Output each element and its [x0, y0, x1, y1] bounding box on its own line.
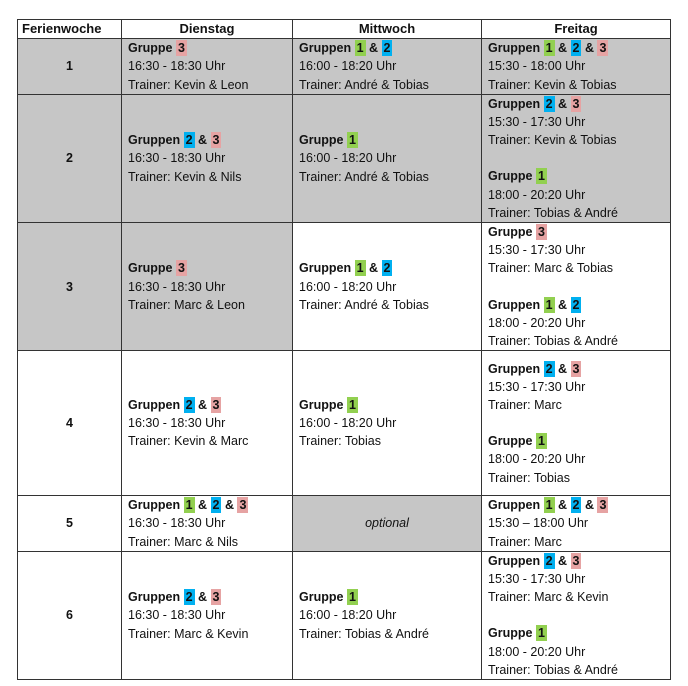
cell-tuesday — [122, 551, 293, 679]
session — [488, 223, 664, 278]
ampersand: & — [554, 297, 571, 312]
session-time: 15:30 - 18:00 Uhr — [488, 59, 586, 74]
group-line — [488, 223, 664, 241]
group-badge-2: 2 — [185, 397, 193, 412]
group-label: Gruppe — [299, 397, 344, 412]
session-trainer: Trainer: André & Tobias — [299, 297, 429, 312]
group-badge-3: 3 — [212, 590, 220, 605]
group-label: Gruppen — [128, 397, 181, 412]
session-time: 16:00 - 18:20 Uhr — [299, 59, 397, 74]
group-badge-1: 1 — [348, 590, 356, 605]
group-line — [488, 167, 664, 185]
header-wednesday: Mittwoch — [293, 20, 482, 39]
group-badge-2: 2 — [545, 553, 553, 568]
session-trainer: Trainer: Tobias & André — [488, 334, 618, 349]
session — [128, 39, 286, 94]
group-label: Gruppen — [488, 96, 541, 111]
group-line — [299, 39, 475, 57]
group-line — [128, 396, 286, 414]
session — [128, 588, 286, 643]
ampersand: & — [554, 498, 571, 513]
session-time: 16:30 - 18:30 Uhr — [128, 59, 226, 74]
session-trainer: Trainer: Tobias & André — [488, 205, 618, 220]
session — [299, 39, 475, 94]
session-time: 16:00 - 18:20 Uhr — [299, 416, 397, 431]
session — [299, 396, 475, 451]
group-badge-2: 2 — [383, 41, 391, 56]
session-trainer: Trainer: Kevin & Nils — [128, 169, 242, 184]
session-time: 16:30 - 18:30 Uhr — [128, 516, 226, 531]
session-trainer: Trainer: Tobias & André — [299, 626, 429, 641]
group-badge-3: 3 — [177, 261, 185, 276]
session — [488, 624, 664, 679]
session — [128, 131, 286, 186]
session — [299, 131, 475, 186]
cell-tuesday — [122, 223, 293, 351]
session-time: 18:00 - 20:20 Uhr — [488, 452, 586, 467]
cell-tuesday — [122, 351, 293, 496]
group-label: Gruppen — [488, 41, 541, 56]
group-label: Gruppe — [488, 225, 533, 240]
group-badge-3: 3 — [212, 397, 220, 412]
group-line — [488, 496, 664, 514]
group-label: Gruppen — [299, 261, 352, 276]
group-label: Gruppe — [488, 434, 533, 449]
group-badge-2: 2 — [572, 41, 580, 56]
session-trainer: Trainer: Marc — [488, 398, 562, 413]
session-trainer: Trainer: Marc & Tobias — [488, 261, 614, 276]
cell-friday — [482, 39, 671, 95]
group-badge-3: 3 — [177, 41, 185, 56]
cell-friday — [482, 223, 671, 351]
header-tuesday: Dienstag — [122, 20, 293, 39]
session — [488, 360, 664, 415]
session-time: 15:30 - 17:30 Uhr — [488, 572, 586, 587]
group-line — [488, 296, 664, 314]
cell-wednesday — [293, 351, 482, 496]
group-line — [128, 588, 286, 606]
group-badge-1: 1 — [356, 41, 364, 56]
group-badge-3: 3 — [572, 553, 580, 568]
cell-tuesday — [122, 94, 293, 222]
group-line — [488, 95, 664, 113]
group-badge-2: 2 — [185, 590, 193, 605]
group-badge-3: 3 — [212, 133, 220, 148]
group-badge-2: 2 — [572, 297, 580, 312]
group-badge-3: 3 — [572, 96, 580, 111]
table-row-week-3 — [18, 223, 671, 351]
session-time: 16:30 - 18:30 Uhr — [128, 416, 226, 431]
session-time: 16:00 - 18:20 Uhr — [299, 151, 397, 166]
group-badge-2: 2 — [383, 261, 391, 276]
cell-friday — [482, 351, 671, 496]
session-trainer: Trainer: Marc & Kevin — [128, 626, 249, 641]
session-trainer: Trainer: Marc & Nils — [128, 534, 238, 549]
cell-tuesday — [122, 496, 293, 552]
session — [488, 39, 664, 94]
session-time: 15:30 – 18:00 Uhr — [488, 516, 589, 531]
schedule-table — [17, 19, 671, 680]
table-row-week-2 — [18, 94, 671, 222]
ampersand: & — [554, 361, 571, 376]
group-label: Gruppen — [488, 553, 541, 568]
table-row-week-4 — [18, 351, 671, 496]
group-label: Gruppe — [299, 133, 344, 148]
ampersand: & — [194, 590, 211, 605]
session — [488, 552, 664, 607]
session — [488, 296, 664, 351]
group-badge-2: 2 — [545, 96, 553, 111]
week-number: 4 — [18, 351, 122, 496]
session-trainer: Trainer: Kevin & Leon — [128, 77, 249, 92]
ampersand: & — [194, 498, 211, 513]
group-line — [488, 624, 664, 642]
group-badge-1: 1 — [537, 434, 545, 449]
group-label: Gruppen — [128, 498, 181, 513]
session-time: 15:30 - 17:30 Uhr — [488, 115, 586, 130]
cell-wednesday — [293, 223, 482, 351]
group-label: Gruppe — [488, 169, 533, 184]
session-trainer: Trainer: Marc — [488, 534, 562, 549]
cell-tuesday — [122, 39, 293, 95]
group-label: Gruppen — [488, 498, 541, 513]
session-time: 16:00 - 18:20 Uhr — [299, 279, 397, 294]
cell-wednesday — [293, 94, 482, 222]
group-line — [299, 259, 475, 277]
session-trainer: Trainer: Kevin & Tobias — [488, 77, 617, 92]
session-time: 15:30 - 17:30 Uhr — [488, 243, 586, 258]
ampersand: & — [221, 498, 238, 513]
ampersand: & — [365, 41, 382, 56]
group-line — [488, 39, 664, 57]
group-label: Gruppen — [299, 41, 352, 56]
session-trainer: Trainer: Tobias — [299, 434, 381, 449]
group-badge-2: 2 — [572, 498, 580, 513]
group-badge-3: 3 — [239, 498, 247, 513]
cell-friday — [482, 94, 671, 222]
group-label: Gruppen — [128, 133, 181, 148]
group-line — [488, 360, 664, 378]
session — [128, 396, 286, 451]
session-trainer: Trainer: André & Tobias — [299, 169, 429, 184]
group-label: Gruppen — [488, 297, 541, 312]
cell-friday — [482, 496, 671, 552]
ampersand: & — [194, 397, 211, 412]
group-badge-2: 2 — [185, 133, 193, 148]
group-label: Gruppe — [128, 261, 173, 276]
session-time: 16:30 - 18:30 Uhr — [128, 151, 226, 166]
group-label: Gruppe — [488, 626, 533, 641]
group-badge-3: 3 — [537, 225, 545, 240]
session — [488, 432, 664, 487]
group-badge-3: 3 — [599, 41, 607, 56]
group-badge-1: 1 — [185, 498, 193, 513]
group-line — [299, 396, 475, 414]
week-number: 1 — [18, 39, 122, 95]
group-line — [299, 588, 475, 606]
group-badge-1: 1 — [545, 297, 553, 312]
week-number: 6 — [18, 551, 122, 679]
group-badge-1: 1 — [537, 626, 545, 641]
session-trainer: Trainer: Marc & Leon — [128, 297, 245, 312]
group-badge-3: 3 — [572, 361, 580, 376]
group-label: Gruppen — [488, 361, 541, 376]
session-trainer: Trainer: Marc & Kevin — [488, 590, 609, 605]
group-line — [128, 131, 286, 149]
ampersand: & — [554, 41, 571, 56]
group-line — [488, 552, 664, 570]
group-badge-1: 1 — [545, 498, 553, 513]
header-week: Ferienwoche — [18, 20, 122, 39]
session-trainer: Trainer: Tobias — [488, 470, 570, 485]
group-line — [128, 496, 286, 514]
group-badge-1: 1 — [356, 261, 364, 276]
header-friday: Freitag — [482, 20, 671, 39]
cell-wednesday-optional: optional — [293, 496, 482, 552]
group-badge-1: 1 — [348, 133, 356, 148]
cell-friday — [482, 551, 671, 679]
ampersand: & — [554, 553, 571, 568]
group-badge-1: 1 — [348, 397, 356, 412]
session — [299, 588, 475, 643]
table-row-week-5 — [18, 496, 671, 552]
cell-wednesday — [293, 39, 482, 95]
group-badge-2: 2 — [212, 498, 220, 513]
group-badge-1: 1 — [537, 169, 545, 184]
session-time: 18:00 - 20:20 Uhr — [488, 644, 586, 659]
session-trainer: Trainer: André & Tobias — [299, 77, 429, 92]
group-line — [128, 39, 286, 57]
session — [488, 496, 664, 551]
session — [128, 259, 286, 314]
group-badge-3: 3 — [599, 498, 607, 513]
session-time: 18:00 - 20:20 Uhr — [488, 187, 586, 202]
group-label: Gruppen — [128, 590, 181, 605]
group-label: Gruppe — [299, 590, 344, 605]
ampersand: & — [365, 261, 382, 276]
session-time: 16:00 - 18:20 Uhr — [299, 608, 397, 623]
ampersand: & — [581, 41, 598, 56]
session — [488, 95, 664, 150]
cell-wednesday — [293, 551, 482, 679]
session-time: 16:30 - 18:30 Uhr — [128, 279, 226, 294]
table-row-week-1 — [18, 39, 671, 95]
ampersand: & — [194, 133, 211, 148]
group-line — [299, 131, 475, 149]
ampersand: & — [581, 498, 598, 513]
session-time: 18:00 - 20:20 Uhr — [488, 315, 586, 330]
session-trainer: Trainer: Kevin & Tobias — [488, 133, 617, 148]
header-row — [18, 20, 671, 39]
group-badge-2: 2 — [545, 361, 553, 376]
group-badge-1: 1 — [545, 41, 553, 56]
group-line — [488, 432, 664, 450]
session-time: 16:30 - 18:30 Uhr — [128, 608, 226, 623]
session — [299, 259, 475, 314]
table-row-week-6 — [18, 551, 671, 679]
session-trainer: Trainer: Tobias & André — [488, 662, 618, 677]
week-number: 2 — [18, 94, 122, 222]
session-trainer: Trainer: Kevin & Marc — [128, 434, 249, 449]
group-line — [128, 259, 286, 277]
session — [128, 496, 286, 551]
ampersand: & — [554, 96, 571, 111]
group-label: Gruppe — [128, 41, 173, 56]
week-number: 3 — [18, 223, 122, 351]
session — [488, 167, 664, 222]
session-time: 15:30 - 17:30 Uhr — [488, 379, 586, 394]
week-number: 5 — [18, 496, 122, 552]
